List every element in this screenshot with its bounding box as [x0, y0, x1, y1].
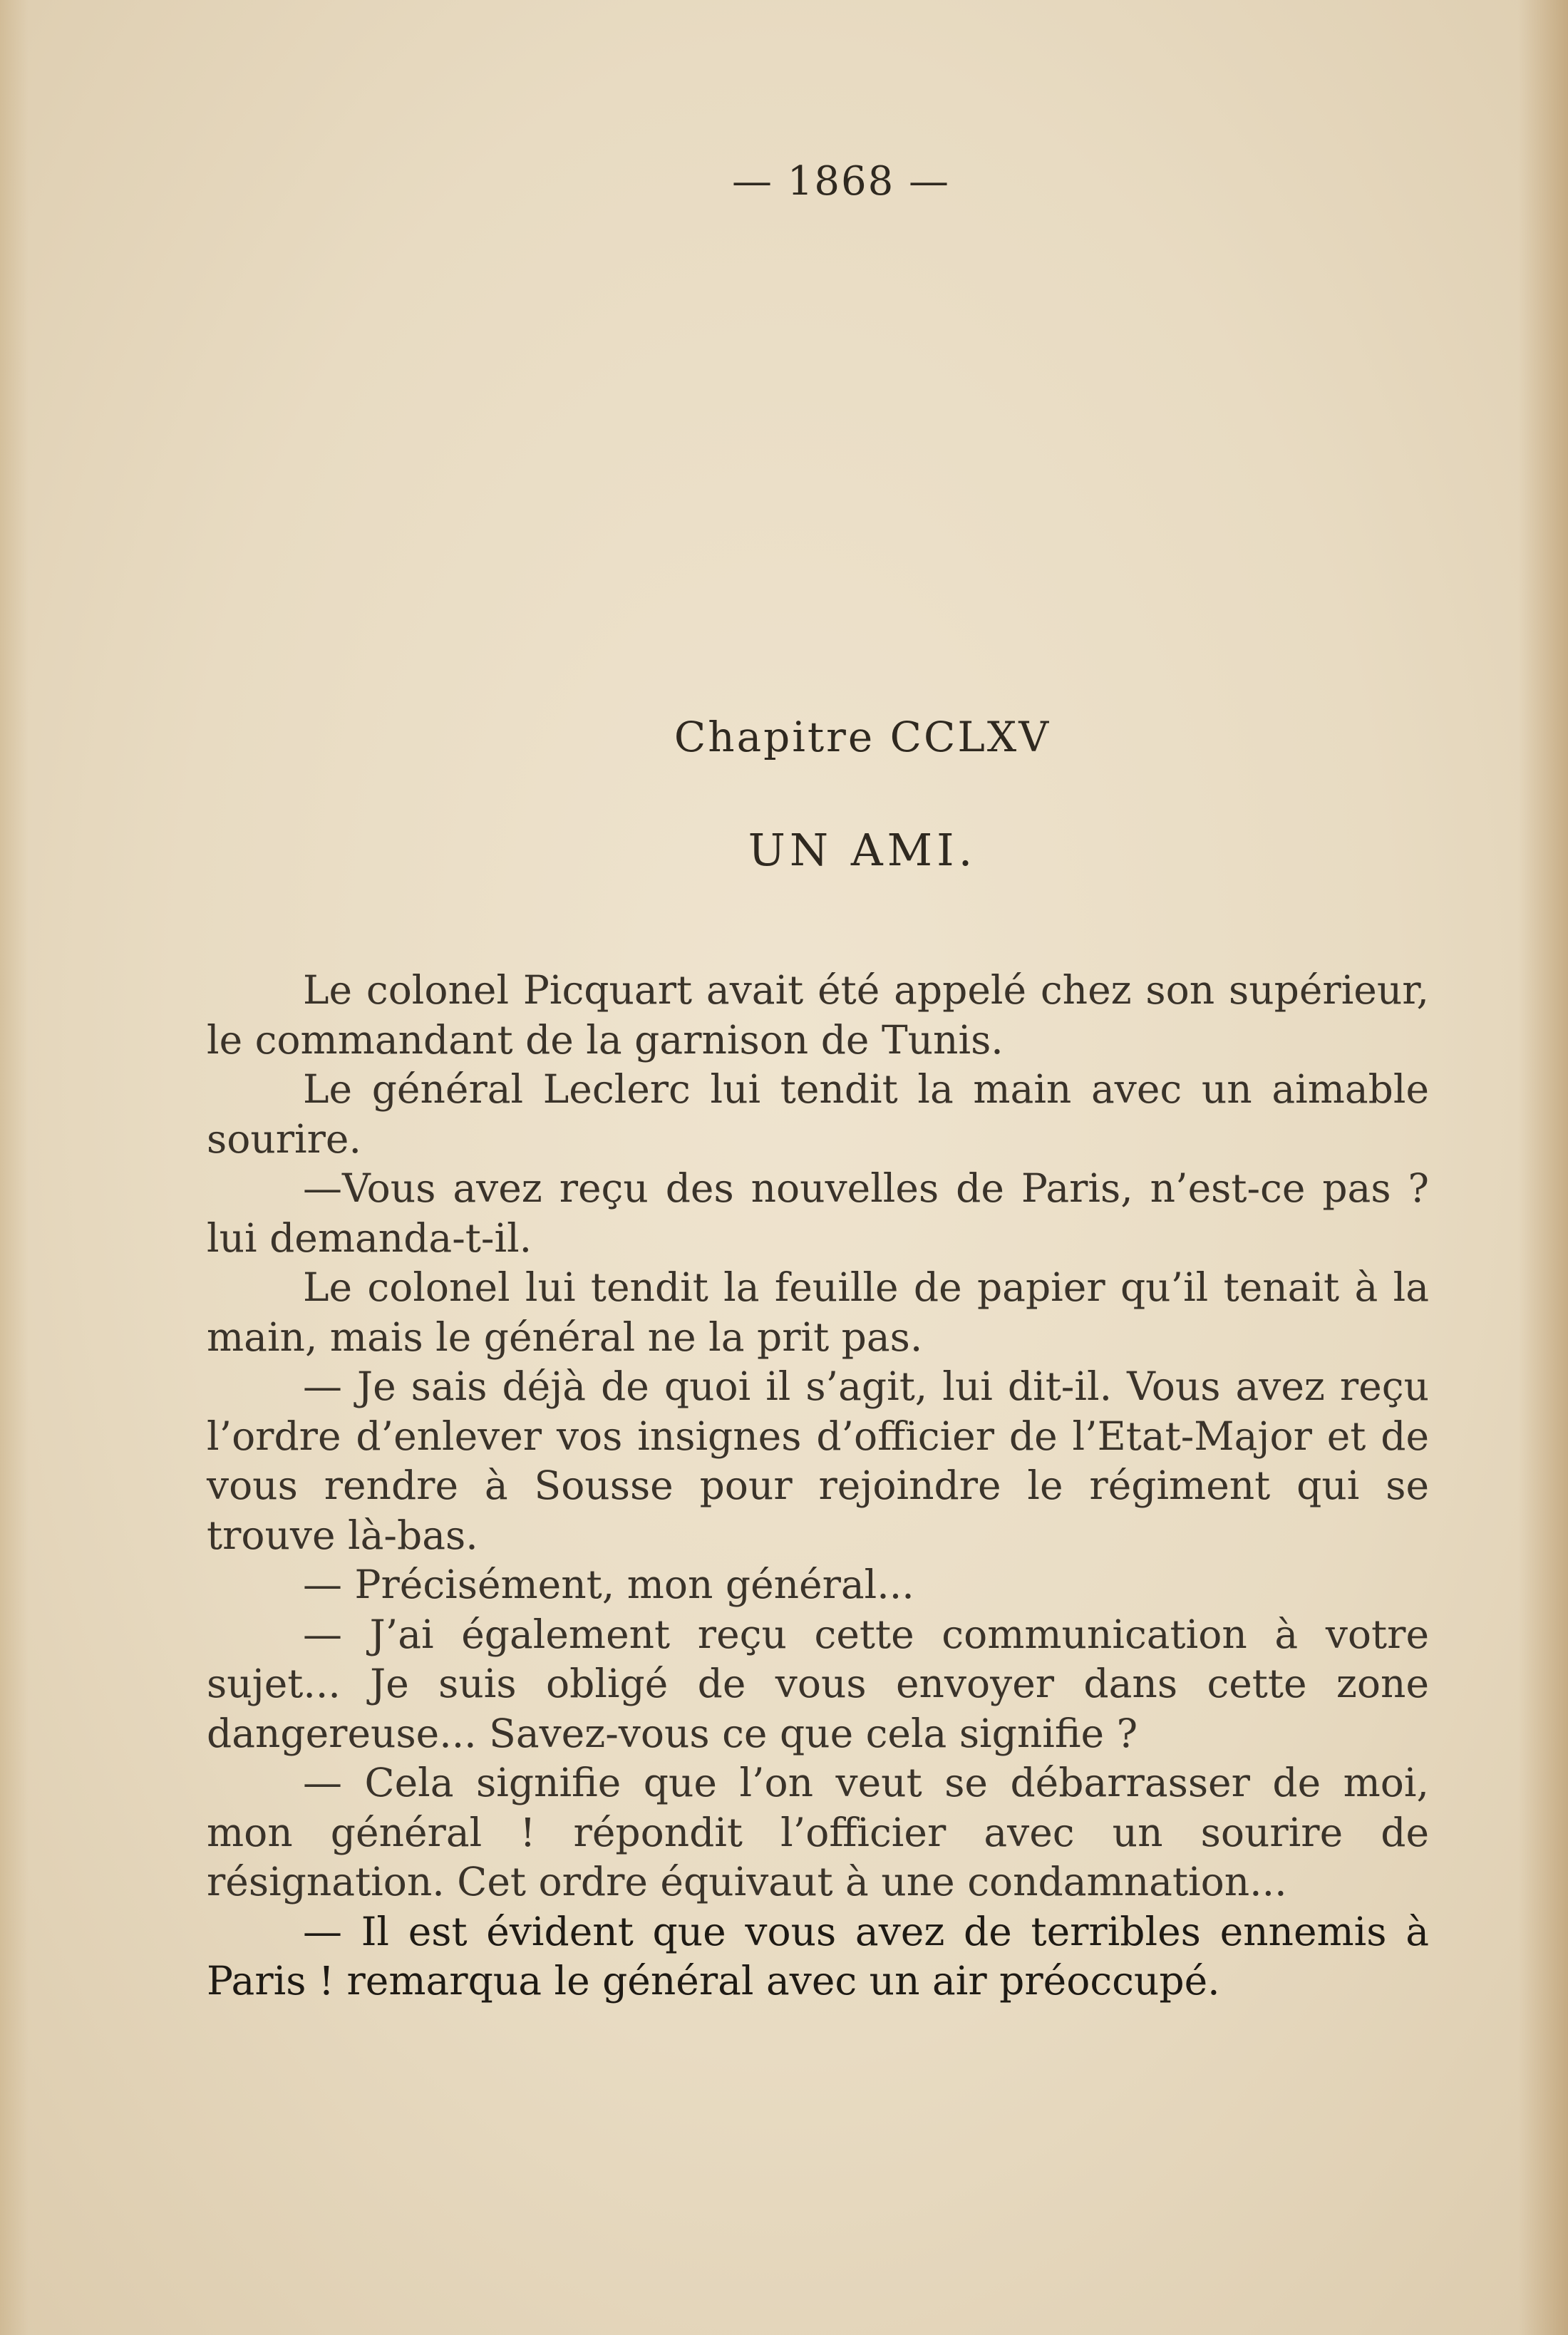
chapter-body — [207, 966, 1429, 2006]
paragraph: — Précisément, mon général... — [303, 1562, 914, 1607]
paragraph: — Cela signifie que l’on veut se débarrasser de moi, mon général ! répondit l’officier avec un sourire de résignation. Cet ordre équivaut à une condamnation... — [207, 1760, 1429, 1904]
paragraph: —Vous avez reçu des nouvelles de Paris, n’est-ce pas ? lui demanda-t-il. — [207, 1165, 1429, 1261]
chapter-title: UN AMI. — [748, 824, 977, 876]
paragraph: Le colonel lui tendit la feuille de papier qu’il tenait à la main, mais le général ne la prit pas. — [207, 1264, 1429, 1360]
page-right-edge-shading — [1518, 0, 1568, 2335]
paragraph: Le colonel Picquart avait été appelé chez son supérieur, le commandant de la garnison de Tunis. — [207, 967, 1429, 1063]
paragraph: — J’ai également reçu cette communication à votre sujet... Je suis obligé de vous envoyer dans cette zone dangereuse... Savez-vous ce que cela signifie ? — [207, 1611, 1429, 1756]
paragraph: — Je sais déjà de quoi il s’agit, lui dit-il. Vous avez reçu l’ordre d’enlever vos insignes d’officier de l’Etat-Major et de vous rendre à Sousse pour rejoindre le régiment qui se trouve là-bas. — [207, 1364, 1429, 1558]
chapter-heading: Chapitre CCLXV — [674, 713, 1051, 761]
paragraph: Le général Leclerc lui tendit la main avec un aimable sourire. — [207, 1066, 1429, 1162]
page-left-edge-shading — [0, 0, 29, 2335]
paragraph: — Il est évident que vous avez de terribles ennemis à Paris ! remarqua le général avec un air préoccupé. — [207, 1908, 1429, 2004]
page-number: — 1868 — — [731, 158, 951, 205]
